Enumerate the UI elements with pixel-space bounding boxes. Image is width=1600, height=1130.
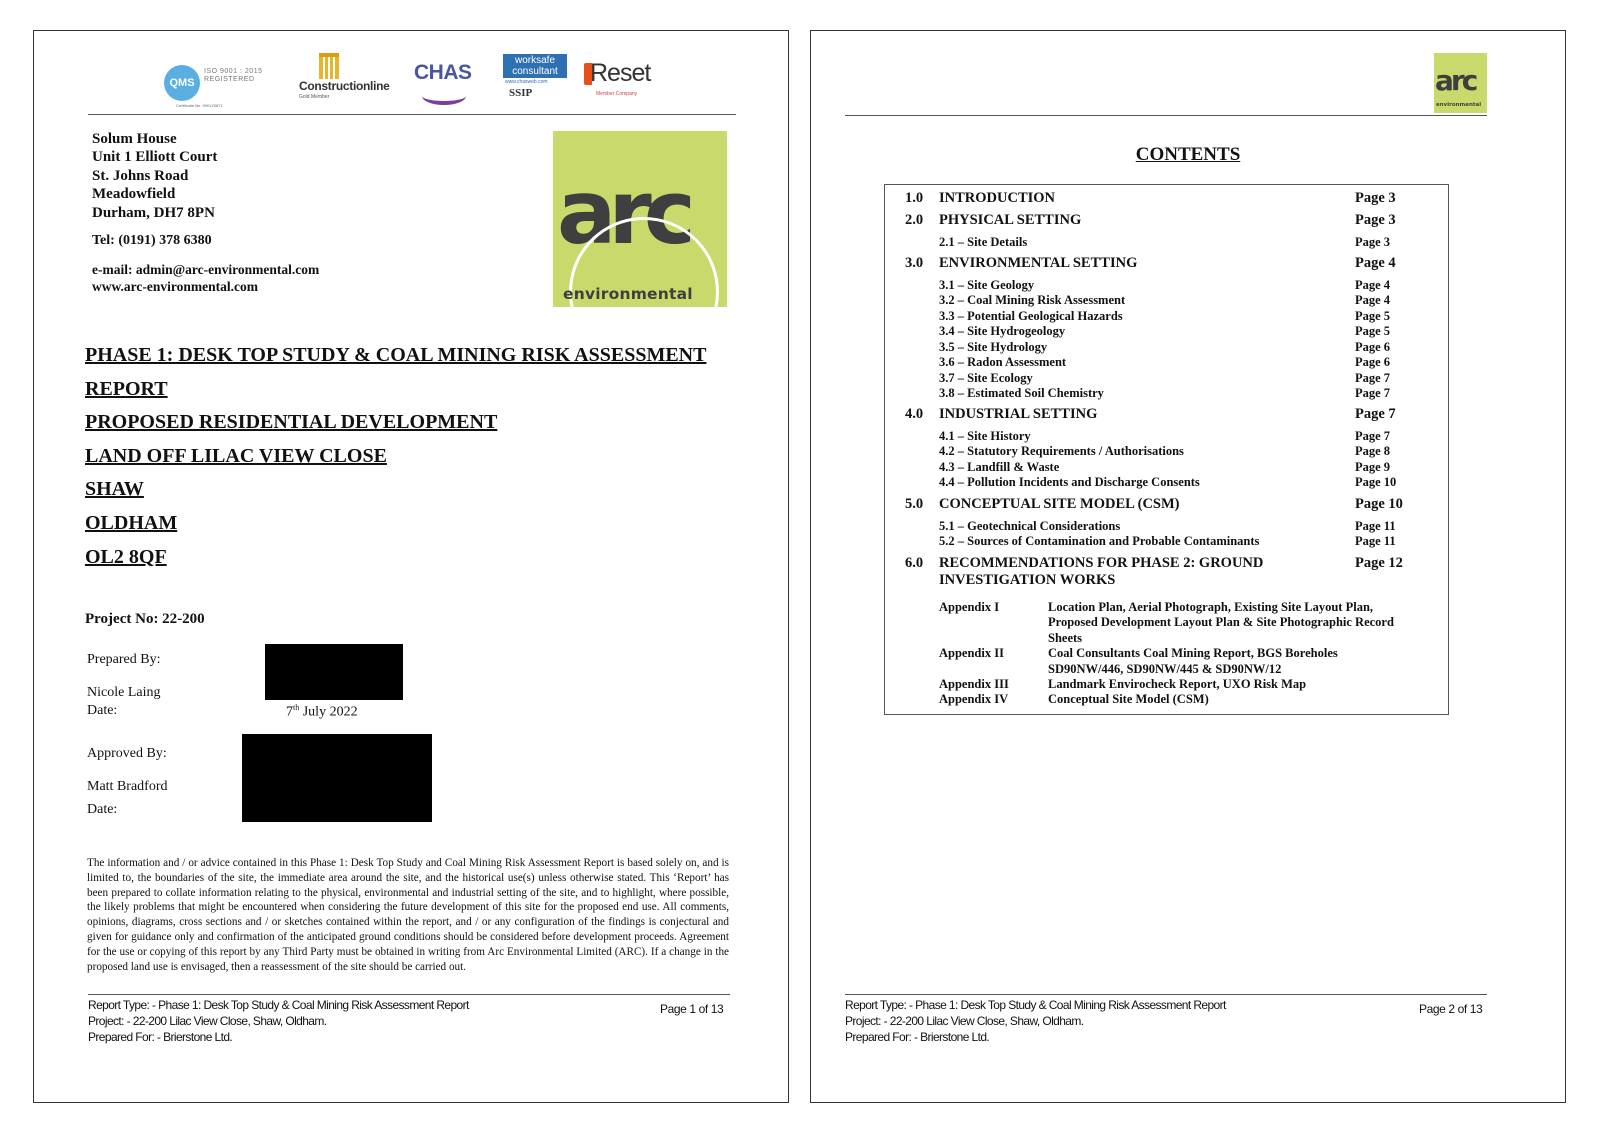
- toc-page: Page 5: [1355, 309, 1391, 323]
- toc-page: Page 4: [1355, 278, 1391, 292]
- appendix-desc: Sheets: [1048, 631, 1083, 645]
- arc-logo-sub: environmental: [1436, 102, 1482, 108]
- report-date: [286, 703, 358, 721]
- toc-title: PHYSICAL SETTING: [939, 212, 1082, 228]
- disclaimer-text: The information and / or advice contained in this Phase 1: Desk Top Study and Coal Mining Risk Assessment Report is based solely on, and is limited to, the boundaries of the site, the immediate area around the site, and the historical use(s) unless otherwise stated. This ‘Report’ has been prepared to collate information relating to the physical, environmental and industrial setting of the site, and to highlight, where possible, the likely problems that might be encountered when considering the future development of this site for the proposed end use. All comments, opinions, diagrams, cross sections and / or sketches contained within the report, and / or any configuration of the findings is conjectural and given for guidance only and confirmation of the anticipated ground conditions should be considered before development proceeds. Agreement for the use or copying of this report by any Third Party must be obtained in writing from Arc Environmental Limited (ARC). If a change in the proposed land use is envisaged, then a reassessment of the site should be carried out.: [87, 857, 729, 973]
- pillar-icon: [319, 53, 339, 79]
- website: www.arc-environmental.com: [92, 278, 258, 294]
- toc-subtitle: 3.6 – Radon Assessment: [939, 355, 1067, 369]
- title-line: REPORT: [85, 377, 168, 400]
- chas-logo: [414, 61, 484, 103]
- constructionline-name: Constructionline: [299, 79, 390, 93]
- toc-subtitle: 3.8 – Estimated Soil Chemistry: [939, 386, 1104, 400]
- toc-number: 5.0: [905, 496, 924, 512]
- toc-subtitle: 3.5 – Site Hydrology: [939, 340, 1048, 354]
- page-footer: [88, 997, 469, 1045]
- qms-badge-icon: QMS: [164, 65, 200, 101]
- toc-subtitle: 4.4 – Pollution Incidents and Discharge Consents: [939, 475, 1200, 489]
- chas-name: CHAS: [414, 61, 472, 84]
- date-suffix: th: [293, 703, 300, 712]
- project-number: Project No: 22-200: [85, 611, 205, 627]
- email: e-mail: admin@arc-environmental.com: [92, 262, 320, 277]
- address-line: St. Johns Road: [92, 167, 189, 184]
- approved-by-name: Matt Bradford: [87, 779, 168, 794]
- footer-rule: [845, 994, 1487, 995]
- toc-page: Page 10: [1355, 475, 1397, 489]
- address-line: Solum House: [92, 131, 177, 147]
- appendix-desc: Conceptual Site Model (CSM): [1048, 692, 1209, 706]
- arc-logo-word: arc: [1435, 64, 1476, 97]
- toc-page: Page 6: [1355, 355, 1391, 369]
- qms-iso-text: ISO 9001 : 2015 REGISTERED: [204, 68, 263, 83]
- address-line: Meadowfield: [92, 186, 176, 203]
- appendix-label: Appendix IV: [939, 692, 1009, 706]
- toc-subtitle: 3.3 – Potential Geological Hazards: [939, 309, 1123, 323]
- toc-number: 1.0: [905, 190, 924, 206]
- toc-page: Page 5: [1355, 324, 1391, 338]
- toc-subtitle: 3.2 – Coal Mining Risk Assessment: [939, 293, 1126, 307]
- footer-project: Project: - 22-200 Lilac View Close, Shaw, Oldham.: [845, 1014, 1084, 1028]
- appendix-label: Appendix III: [939, 677, 1009, 691]
- toc-title: INTRODUCTION: [939, 190, 1056, 206]
- reset-sub: Member Company: [596, 91, 638, 97]
- toc-page: Page 7: [1355, 371, 1391, 385]
- toc-subtitle: 2.1 – Site Details: [939, 235, 1028, 249]
- toc-subtitle: 5.1 – Geotechnical Considerations: [939, 519, 1121, 533]
- contact-details: [92, 262, 319, 295]
- redacted-signature: [265, 644, 403, 700]
- date-label: Date:: [87, 802, 118, 817]
- toc-number: 4.0: [905, 406, 924, 422]
- report-page-2: [810, 30, 1566, 1103]
- approved-by-label: Approved By:: [87, 746, 167, 761]
- title-line: PROPOSED RESIDENTIAL DEVELOPMENT: [85, 411, 498, 434]
- title-line: OL2 8QF: [85, 545, 167, 568]
- toc-subtitle: 3.7 – Site Ecology: [939, 371, 1033, 385]
- address-line: Durham, DH7 8PN: [92, 204, 215, 221]
- toc-page: Page 7: [1355, 429, 1391, 443]
- appendix-label: Appendix I: [939, 600, 1000, 614]
- redacted-signature: [242, 734, 432, 822]
- title-line: OLDHAM: [85, 511, 178, 534]
- chas-swoosh-icon: [422, 87, 466, 105]
- toc-page: Page 3: [1355, 235, 1391, 249]
- title-line: LAND OFF LILAC VIEW CLOSE: [85, 444, 387, 467]
- reset-logo: [584, 61, 664, 107]
- arc-environmental-logo: [553, 131, 727, 307]
- toc-number: 3.0: [905, 255, 924, 271]
- appendix-desc: Location Plan, Aerial Photograph, Existing Site Layout Plan,: [1048, 600, 1374, 614]
- toc-page: Page 7: [1355, 406, 1396, 422]
- toc-page: Page 9: [1355, 460, 1391, 474]
- date-day: 7: [286, 704, 293, 720]
- qms-cert-number: Certificate No. 9901Z0871: [176, 103, 223, 108]
- toc-title: RECOMMENDATIONS FOR PHASE 2: GROUND: [939, 555, 1264, 571]
- company-address: [92, 130, 217, 222]
- appendix-desc: Landmark Envirocheck Report, UXO Risk Map: [1048, 677, 1307, 691]
- prepared-by-label: Prepared By:: [87, 652, 161, 667]
- toc-page: Page 6: [1355, 340, 1391, 354]
- toc-subtitle: 3.4 – Site Hydrogeology: [939, 324, 1066, 338]
- header-rule: [845, 115, 1487, 116]
- toc-page: Page 4: [1355, 293, 1391, 307]
- title-line: SHAW: [85, 478, 144, 501]
- worksafe-url: www.chasweb.com: [505, 79, 548, 85]
- footer-report-type: Report Type: - Phase 1: Desk Top Study & Coal Mining Risk Assessment Report: [88, 998, 469, 1012]
- accreditation-logos: [164, 51, 684, 113]
- appendix-desc: SD90NW/446, SD90NW/445 & SD90NW/12: [1048, 662, 1282, 676]
- address-line: Unit 1 Elliott Court: [92, 149, 218, 166]
- prepared-by-name: Nicole Laing: [87, 685, 161, 700]
- page-number: Page 2 of 13: [1419, 1002, 1483, 1016]
- worksafe-name: worksafe consultant: [503, 54, 567, 78]
- footer-prepared-for: Prepared For: - Brierstone Ltd.: [88, 1030, 233, 1044]
- date-label: Date:: [87, 703, 118, 718]
- toc-page: Page 3: [1355, 212, 1396, 228]
- appendix-desc: Proposed Development Layout Plan & Site Photographic Record: [1048, 615, 1394, 629]
- date-month-year: July 2022: [299, 704, 358, 720]
- toc-subtitle: 4.3 – Landfill & Waste: [939, 460, 1060, 474]
- arc-logo-word: arc: [557, 161, 688, 264]
- toc-page: Page 8: [1355, 444, 1391, 458]
- toc-subtitle: 4.2 – Statutory Requirements / Authorisations: [939, 444, 1184, 458]
- toc-subtitle: 4.1 – Site History: [939, 429, 1031, 443]
- toc-title: CONCEPTUAL SITE MODEL (CSM): [939, 496, 1180, 512]
- footer-report-type: Report Type: - Phase 1: Desk Top Study & Coal Mining Risk Assessment Report: [845, 998, 1226, 1012]
- appendix-desc: Coal Consultants Coal Mining Report, BGS Boreholes: [1048, 646, 1338, 660]
- constructionline-logo: [299, 53, 399, 105]
- arc-logo-sub: environmental: [563, 285, 693, 303]
- qms-iso-logo: [164, 65, 274, 107]
- reset-name: Reset: [590, 59, 651, 87]
- toc-title: ENVIRONMENTAL SETTING: [939, 255, 1138, 271]
- report-title: [85, 342, 706, 577]
- toc-page: Page 10: [1355, 496, 1403, 512]
- toc-page: Page 12: [1355, 555, 1403, 571]
- appendix-label: Appendix II: [939, 646, 1004, 660]
- toc-subtitle: 3.1 – Site Geology: [939, 278, 1035, 292]
- page-number: Page 1 of 13: [660, 1002, 724, 1016]
- toc-page: Page 11: [1355, 534, 1396, 548]
- toc-number: 6.0: [905, 555, 924, 571]
- ssip-mark: SSIP: [509, 87, 533, 99]
- title-line: PHASE 1: DESK TOP STUDY & COAL MINING RISK ASSESSMENT: [85, 344, 707, 366]
- page-footer: [845, 997, 1226, 1045]
- footer-prepared-for: Prepared For: - Brierstone Ltd.: [845, 1030, 990, 1044]
- toc-subtitle: 5.2 – Sources of Contamination and Probable Contaminants: [939, 534, 1260, 548]
- footer-project: Project: - 22-200 Lilac View Close, Shaw, Oldham.: [88, 1014, 327, 1028]
- toc-title: INVESTIGATION WORKS: [939, 572, 1116, 588]
- worksafe-logo: [501, 54, 571, 112]
- toc-page: Page 7: [1355, 386, 1391, 400]
- toc-page: Page 11: [1355, 519, 1396, 533]
- toc-number: 2.0: [905, 212, 924, 228]
- report-page-1: [33, 30, 789, 1103]
- toc-title: INDUSTRIAL SETTING: [939, 406, 1098, 422]
- arc-environmental-logo: [1434, 53, 1487, 113]
- telephone: Tel: (0191) 378 6380: [92, 233, 212, 248]
- constructionline-sub: Gold Member: [299, 94, 330, 100]
- header-rule: [88, 114, 736, 115]
- toc-page: Page 4: [1355, 255, 1396, 271]
- toc-page: Page 3: [1355, 190, 1396, 206]
- footer-rule: [88, 994, 730, 995]
- contents-heading: CONTENTS: [1135, 144, 1241, 165]
